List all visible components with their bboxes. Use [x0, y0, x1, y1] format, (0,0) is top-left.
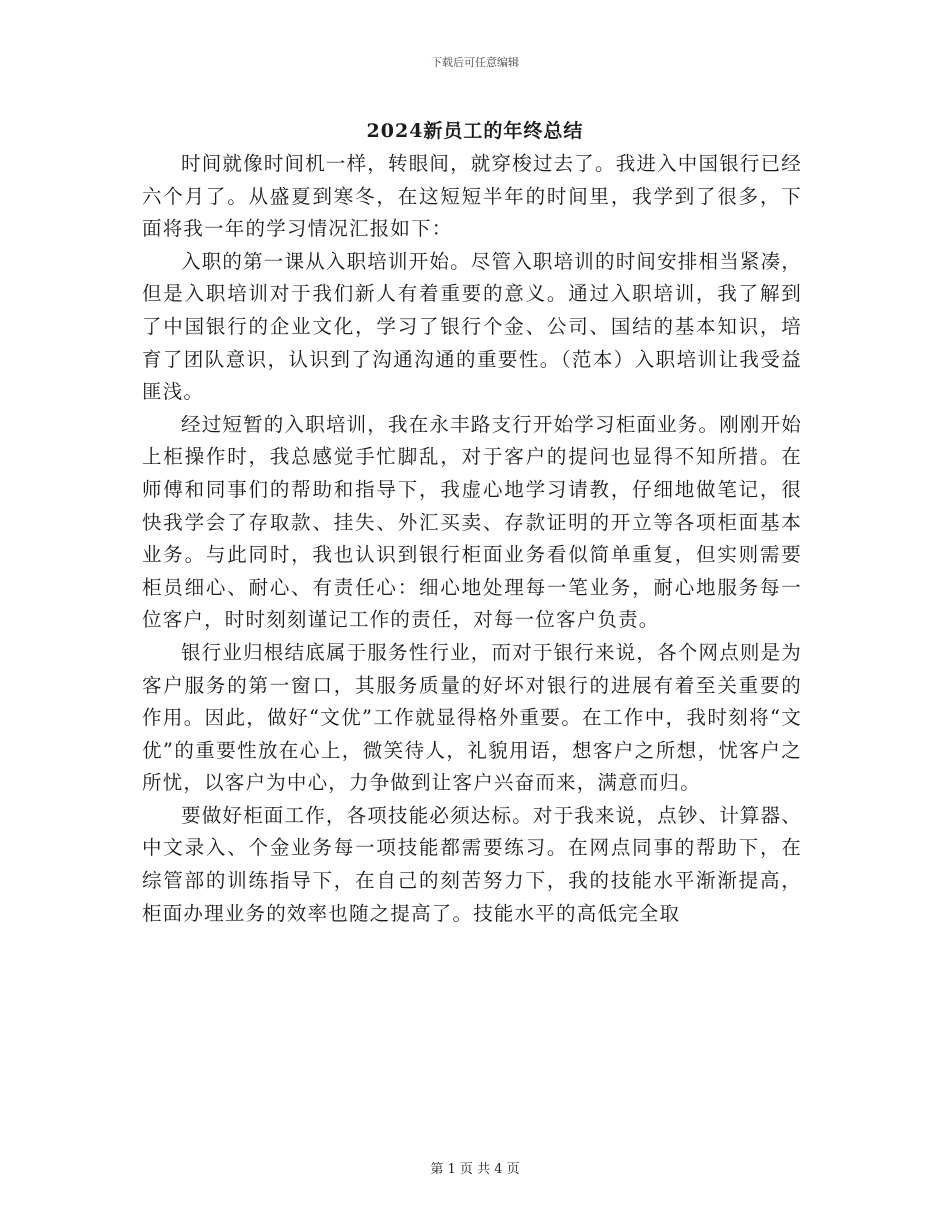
- header-note: 下载后可任意编辑: [431, 56, 519, 69]
- paragraph: 时间就像时间机一样，转眼间，就穿梭过去了。我进入中国银行已经六个月了。从盛夏到寒冬，在这短短半年的时间里，我学到了很多，下面将我一年的学习情况汇报如下：: [142, 152, 803, 241]
- paragraph: 入职的第一课从入职培训开始。尽管入职培训的时间安排相当紧凑，但是入职培训对于我们新人有着重要的意义。通过入职培训，我了解到了中国银行的企业文化，学习了银行个金、公司、国结的基本知识，培育了团队意识，认识到了沟通沟通的重要性。（范本）入职培训让我受益匪浅。: [142, 249, 803, 404]
- paragraph: 要做好柜面工作，各项技能必须达标。对于我来说，点钞、计算器、中文录入、个金业务每一项技能都需要练习。在网点同事的帮助下，在综管部的训练指导下，在自己的刻苦努力下，我的技能水平渐渐提高，柜面办理业务的效率也随之提高了。技能水平的高低完全取: [142, 803, 803, 925]
- paragraph: 经过短暂的入职培训，我在永丰路支行开始学习柜面业务。刚刚开始上柜操作时，我总感觉手忙脚乱，对于客户的提问也显得不知所措。在师傅和同事们的帮助和指导下，我虚心地学习请教，仔细地做笔记，很快我学会了存取款、挂失、外汇买卖、存款证明的开立等各项柜面基本业务。与此同时，我也认识到银行柜面业务看似简单重复，但实则需要柜员细心、耐心、有责任心：细心地处理每一笔业务，耐心地服务每一位客户，时时刻刻谨记工作的责任，对每一位客户负责。: [142, 412, 803, 632]
- paragraph: 银行业归根结底属于服务性行业，而对于银行来说，各个网点则是为客户服务的第一窗口，其服务质量的好坏对银行的进展有着至关重要的作用。因此，做好“文优”工作就显得格外重要。在工作中，我时刻将“文优”的重要性放在心上，微笑待人，礼貌用语，想客户之所想，忧客户之所忧，以客户为中心，力争做到让客户兴奋而来，满意而归。: [142, 640, 803, 795]
- page-number: 第 1 页 共 4 页: [430, 1162, 520, 1177]
- document-body: [142, 148, 802, 930]
- document-title: 2024新员工的年终总结: [366, 120, 584, 142]
